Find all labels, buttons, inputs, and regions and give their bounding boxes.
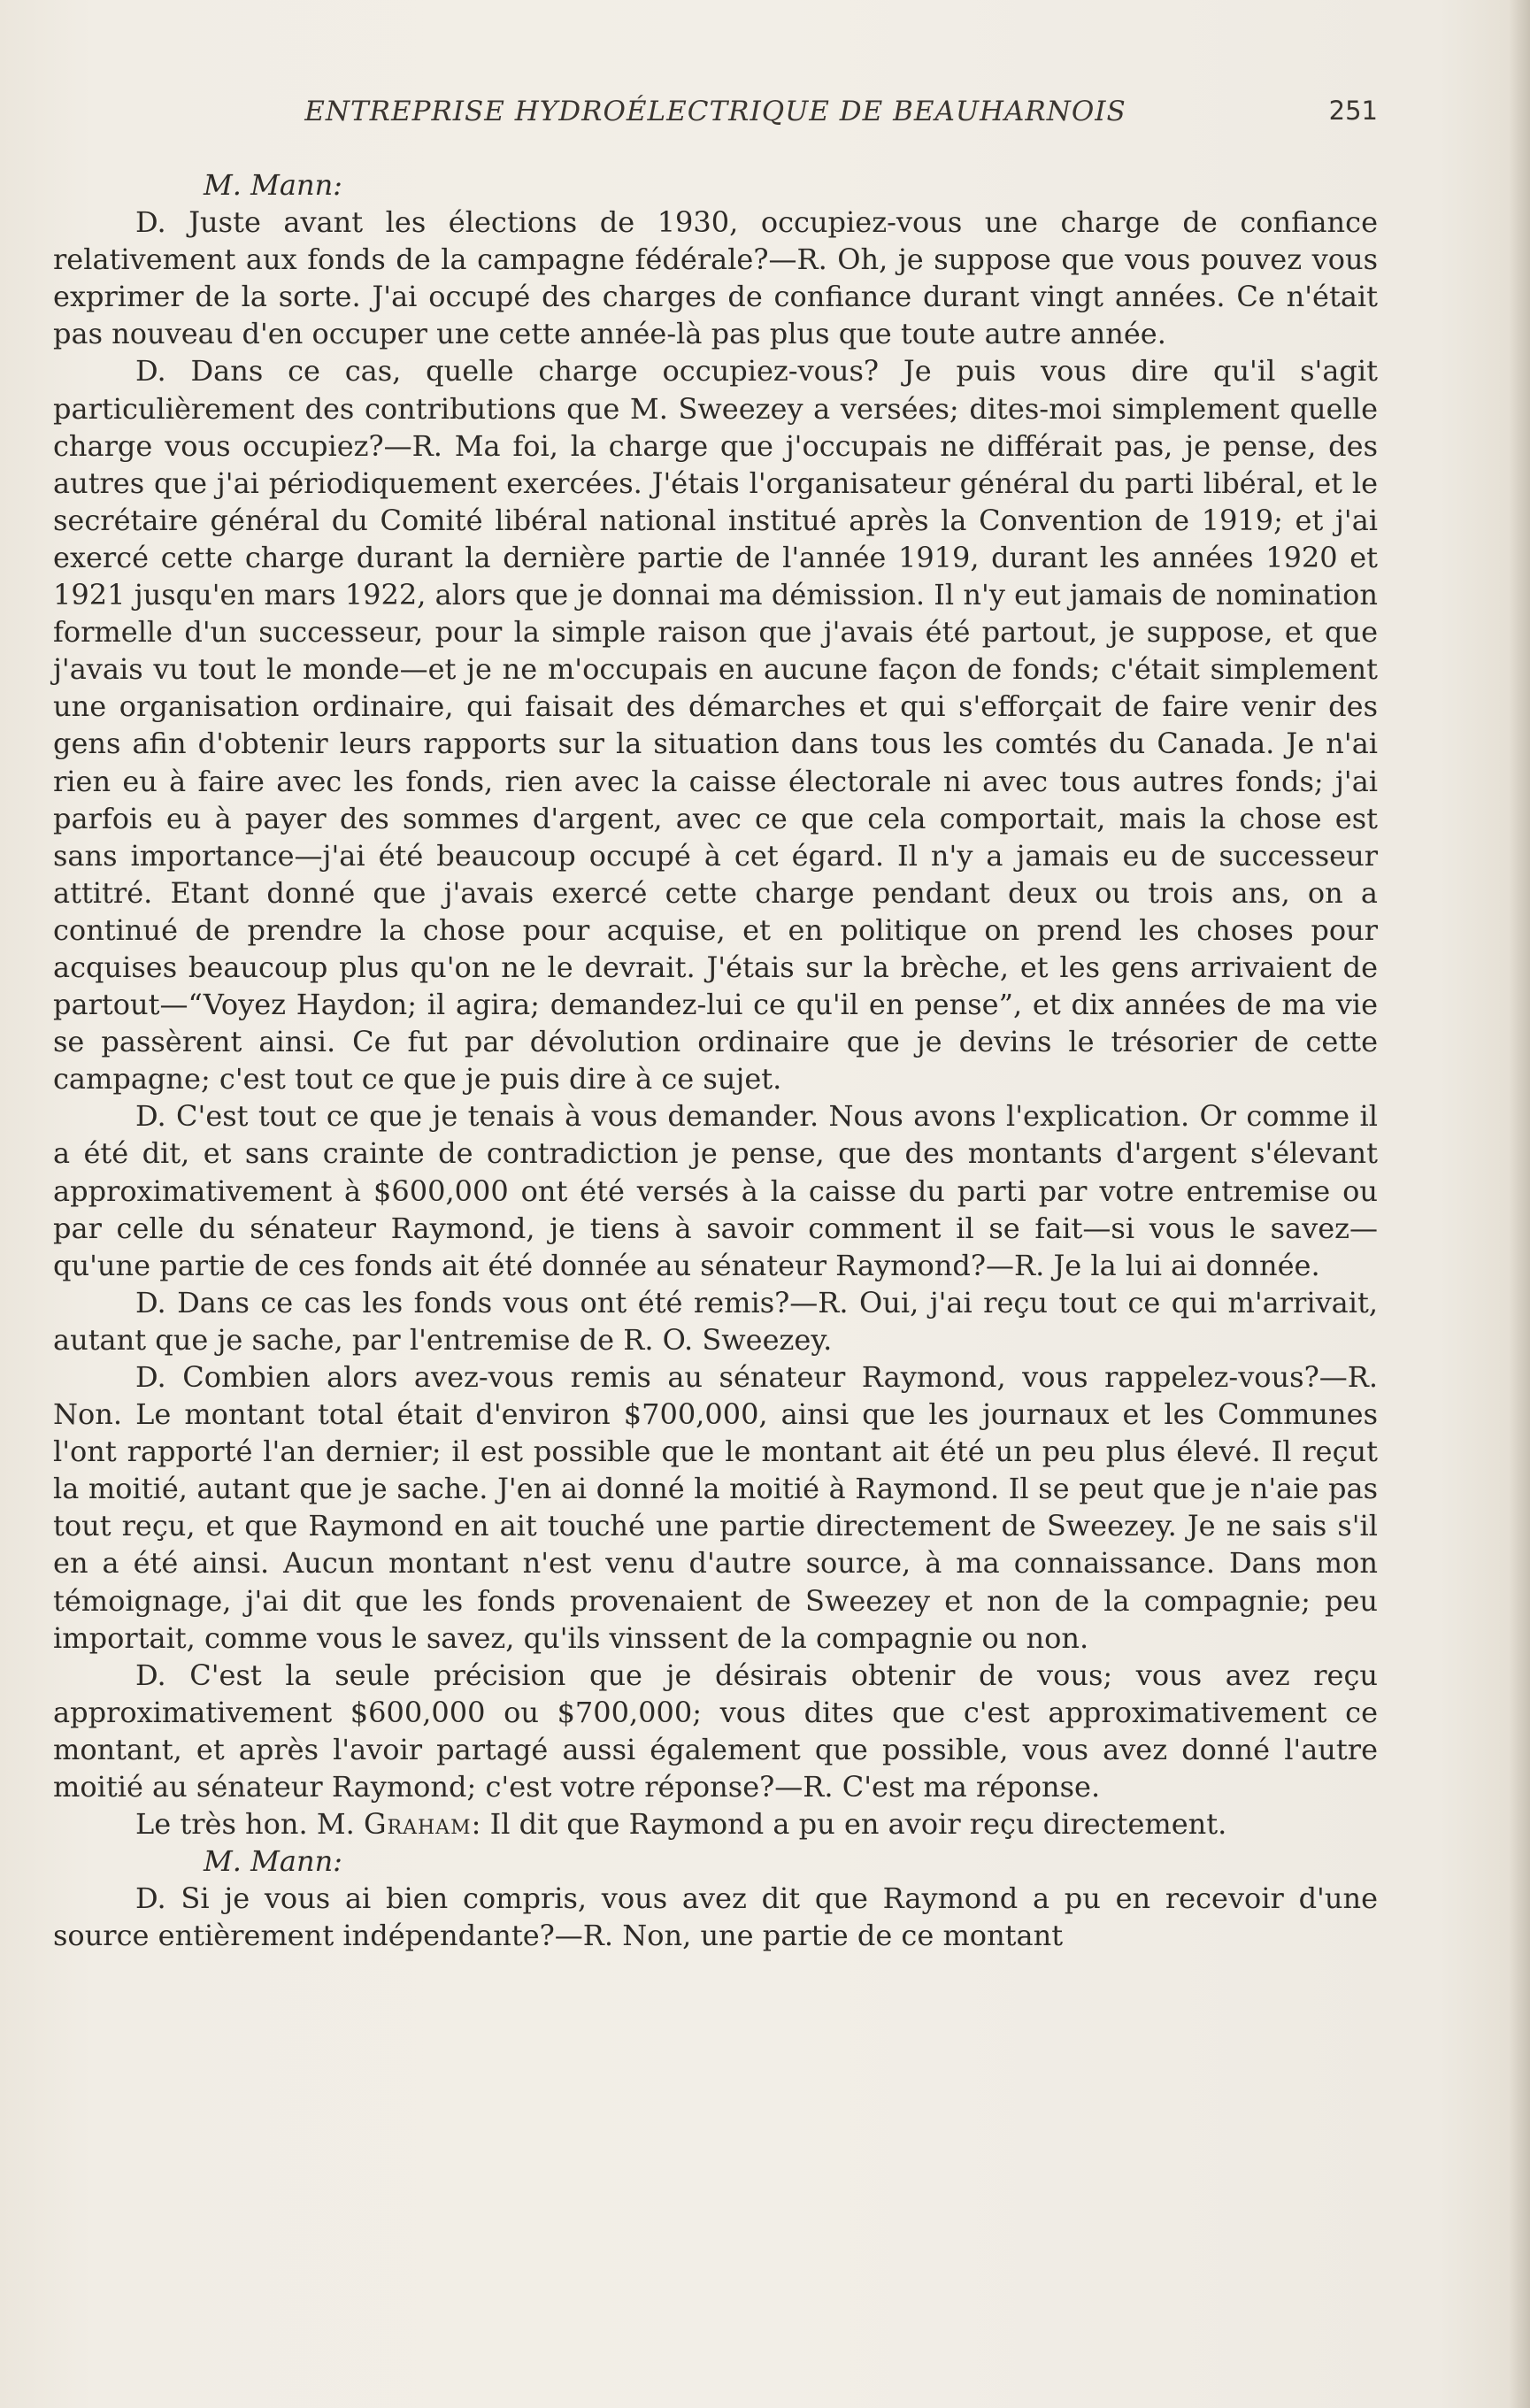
speaker-heading: M. Mann: [204,1844,342,1879]
paragraph: D. Combien alors avez-vous remis au sénateur Raymond, vous rappelez-vous?—R. Non. Le montant total était d'environ $700,000, ainsi que les journaux et les Communes l'ont rapporté l'an dernier; il est possible que le montant ait été un peu plus élevé. Il reçut la moitié, autant que je sache. J'en ai donné la moitié à Raymond. Il se peut que je n'aie pas tout reçu, et que Raymond en ait touché une partie directement de Sweezey. Je ne sais s'il en a été ainsi. Aucun montant n'est venu d'autre source, à ma connaissance. Dans mon témoignage, j'ai dit que les fonds provenaient de Sweezey et non de la compagnie; peu importait, comme vous le savez, qu'ils vinssent de la compagnie ou non. [53,1360,1378,1655]
paragraph: D. Dans ce cas les fonds vous ont été remis?—R. Oui, j'ai reçu tout ce qui m'arrivait, autant que je sache, par l'entremise de R. O. Sweezey. [53,1285,1378,1357]
page-header [53,96,1378,140]
paragraph: D. C'est la seule précision que je désirais obtenir de vous; vous avez reçu approximativement $600,000 ou $700,000; vous dites que c'est approximativement ce montant, et après l'avoir partagé aussi également que possible, vous avez donné l'autre moitié au sénateur Raymond; c'est votre réponse?—R. C'est ma réponse. [53,1658,1378,1804]
running-title: ENTREPRISE HYDROÉLECTRIQUE DE BEAUHARNOIS [304,96,1126,127]
graham-statement: : Il dit que Raymond a pu en avoir reçu directement. [471,1807,1227,1842]
paragraph: D. Si je vous ai bien compris, vous avez dit que Raymond a pu en recevoir d'une source entièrement indépendante?—R. Non, une partie de ce montant [53,1881,1378,1953]
paragraph: D. C'est tout ce que je tenais à vous demander. Nous avons l'explication. Or comme il a été dit, et sans crainte de contradiction je pense, que des montants d'argent s'élevant approximativement à $600,000 ont été versés à la caisse du parti par votre entremise ou par celle du sénateur Raymond, je tiens à savoir comment il se fait—si vous le savez—qu'une partie de ces fonds ait été donnée au sénateur Raymond?—R. Je la lui ai donnée. [53,1099,1378,1282]
graham-prefix: Le très hon. M. [135,1807,364,1842]
paragraph: D. Juste avant les élections de 1930, occupiez-vous une charge de confiance relativement aux fonds de la campagne fédérale?—R. Oh, je suppose que vous pouvez vous exprimer de la sorte. J'ai occupé des charges de confiance durant vingt années. Ce n'était pas nouveau d'en occuper une cette année-là pas plus que toute autre année. [53,205,1378,351]
page-spine-shadow [1509,0,1530,2408]
page-body [53,166,1378,1955]
page-number: 251 [1328,96,1378,126]
speaker-name-graham: Graham [363,1807,472,1842]
speaker-heading: M. Mann: [204,168,342,202]
graham-paragraph [53,1805,1378,1843]
paragraph: D. Dans ce cas, quelle charge occupiez-vous? Je puis vous dire qu'il s'agit particulièrement des contributions que M. Sweezey a versées; dites-moi simplement quelle charge vous occupiez?—R. Ma foi, la charge que j'occupais ne différait pas, je pense, des autres que j'ai périodiquement exercées. J'étais l'organisateur général du parti libéral, et le secrétaire général du Comité libéral national institué après la Convention de 1919; et j'ai exercé cette charge durant la dernière partie de l'année 1919, durant les années 1920 et 1921 jusqu'en mars 1922, alors que je donnai ma démission. Il n'y eut jamais de nomination formelle d'un successeur, pour la simple raison que j'avais été partout, je suppose, et que j'avais vu tout le monde—et je ne m'occupais en aucune façon de fonds; c'était simplement une organisation ordinaire, qui faisait des démarches et qui s'efforçait de faire venir des gens afin d'obtenir leurs rapports sur la situation dans tous les comtés du Canada. Je n'ai rien eu à faire avec les fonds, rien avec la caisse électorale ni avec tous autres fonds; j'ai parfois eu à payer des sommes d'argent, avec ce que cela comportait, mais la chose est sans importance—j'ai été beaucoup occupé à cet égard. Il n'y a jamais eu de successeur attitré. Etant donné que j'avais exercé cette charge pendant deux ou trois ans, on a continué de prendre la chose pour acquise, et en politique on prend les choses pour acquises beaucoup plus qu'on ne le devrait. J'étais sur la brèche, et les gens arrivaient de partout—“Voyez Haydon; il agira; demandez-lui ce qu'il en pense”, et dix années de ma vie se passèrent ainsi. Ce fut par dévolution ordinaire que je devins le trésorier de cette campagne; c'est tout ce que je puis dire à ce sujet. [53,354,1378,1096]
